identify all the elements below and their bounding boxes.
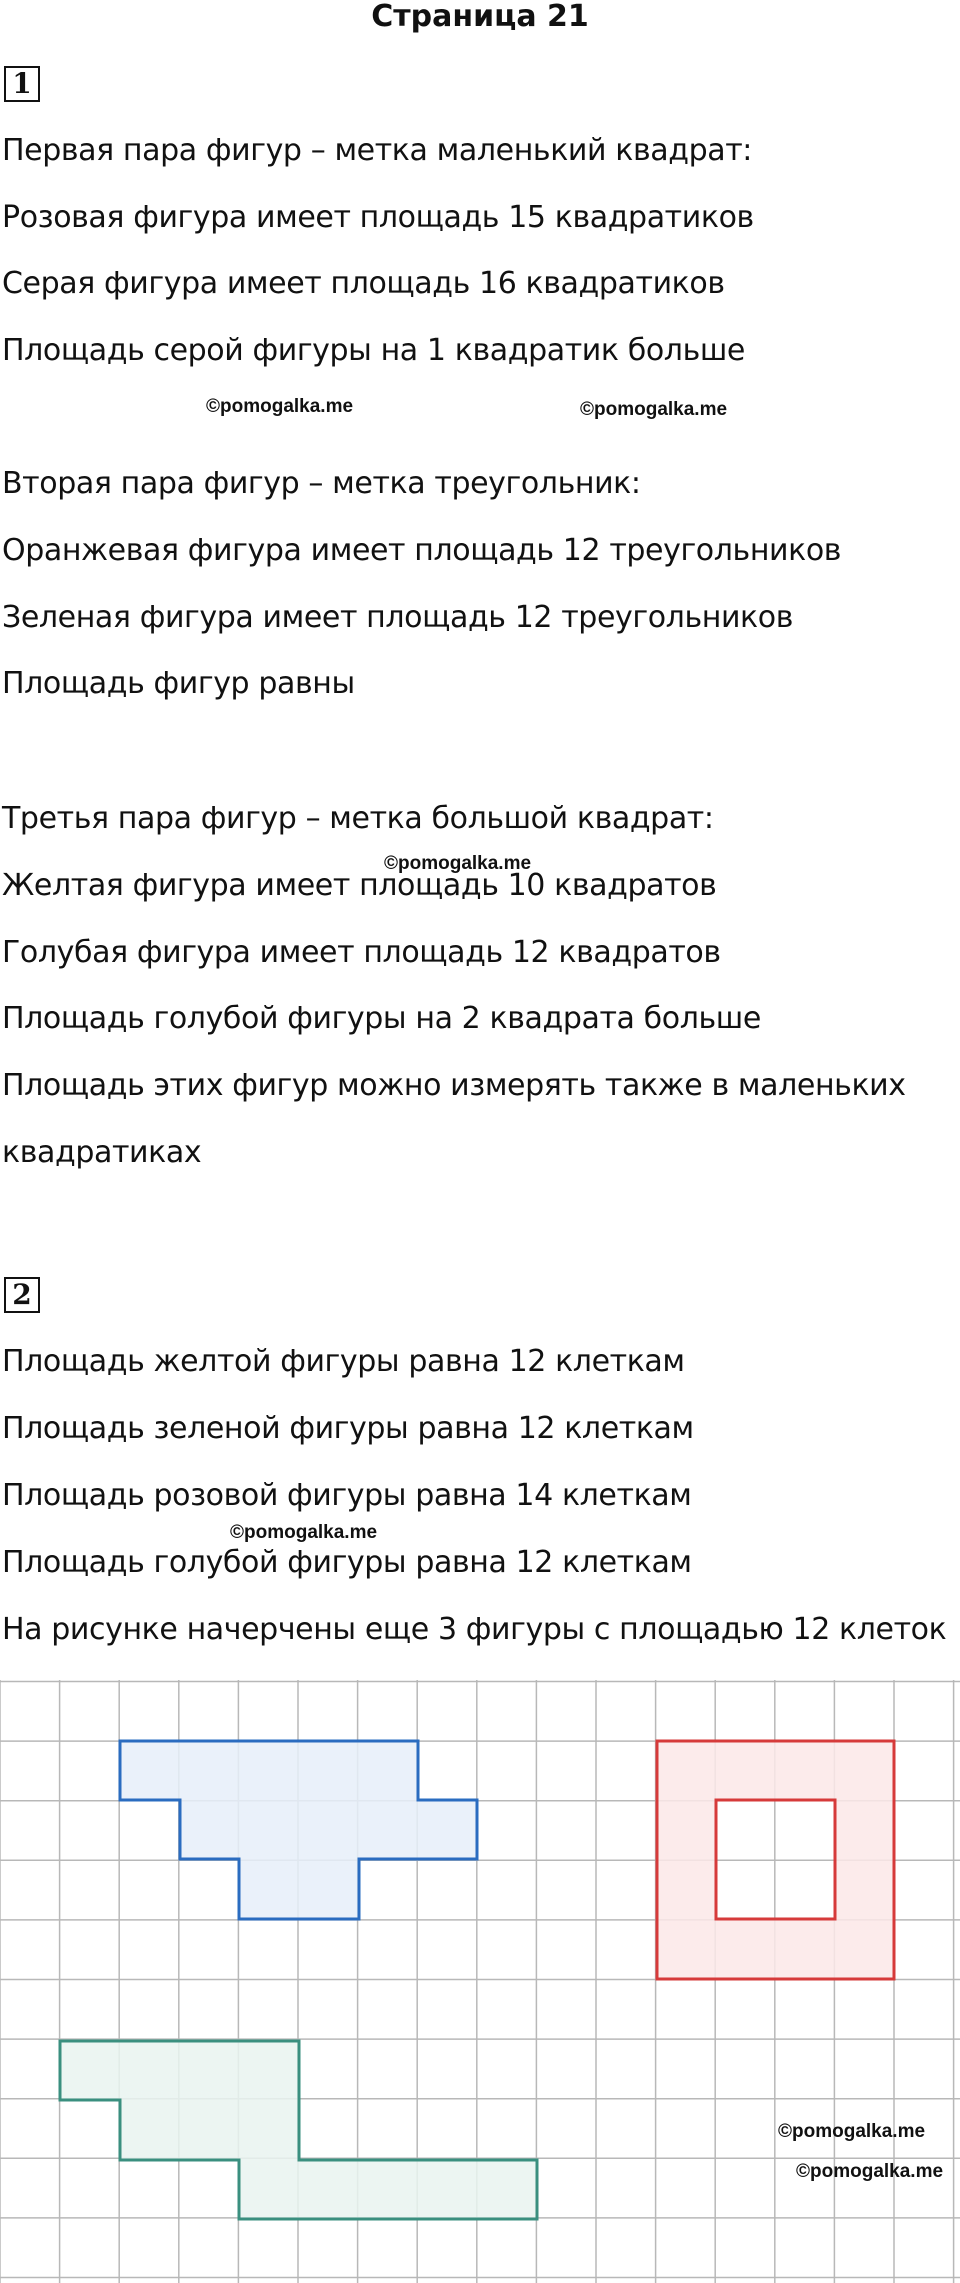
task2-line-5: На рисунке начерчены еще 3 фигуры с площадью 12 клеток [2,1612,947,1647]
task2-line-1: Площадь желтой фигуры равна 12 клеткам [2,1344,685,1379]
watermark: ©pomogalka.me [384,853,532,874]
task1-line-4: Площадь серой фигуры на 1 квадратик больше [2,333,745,368]
watermark: ©pomogalka.me [778,2121,926,2142]
task1-line-13: Площадь этих фигур можно измерять также в маленьких [2,1068,906,1103]
task1-line-1: Первая пара фигур – метка маленький квадрат: [2,133,752,168]
task1-line-6: Оранжевая фигура имеет площадь 12 треугольников [2,533,842,568]
watermark: ©pomogalka.me [206,396,354,417]
task2-line-2: Площадь зеленой фигуры равна 12 клеткам [2,1411,694,1446]
page-title: Страница 21 [371,0,589,34]
task2-line-3: Площадь розовой фигуры равна 14 клеткам [2,1478,692,1513]
watermark: ©pomogalka.me [796,2161,944,2182]
task1-line-3: Серая фигура имеет площадь 16 квадратиков [2,266,725,301]
blue-figure [120,1741,477,1919]
task1-line-11: Голубая фигура имеет площадь 12 квадратов [2,935,721,970]
task-number-2: 2 [4,1277,40,1313]
task1-line-5: Вторая пара фигур – метка треугольник: [2,466,641,501]
task1-line-12: Площадь голубой фигуры на 2 квадрата больше [2,1001,761,1036]
watermark: ©pomogalka.me [230,1522,378,1543]
task1-line-7: Зеленая фигура имеет площадь 12 треугольников [2,600,794,635]
task2-line-4: Площадь голубой фигуры равна 12 клеткам [2,1545,692,1580]
task1-line-10: Желтая фигура имеет площадь 10 квадратов [2,868,717,903]
task-number-1: 1 [4,66,40,102]
task1-line-9: Третья пара фигур – метка большой квадрат: [2,801,714,836]
task1-line-8: Площадь фигур равны [2,666,355,701]
watermark: ©pomogalka.me [580,399,728,420]
task1-line-14: квадратиках [2,1135,202,1170]
task1-line-2: Розовая фигура имеет площадь 15 квадратиков [2,200,754,235]
green-figure [60,2041,537,2219]
grid-drawing [0,1680,960,2283]
